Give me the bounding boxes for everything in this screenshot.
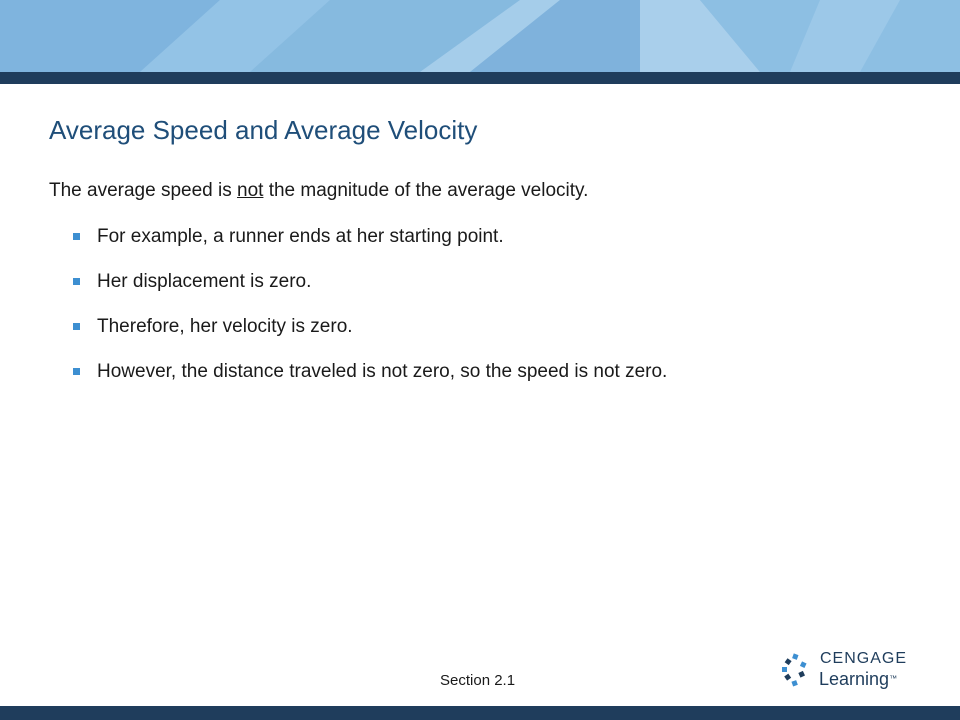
logo-brand-top: CENGAGE <box>820 650 908 667</box>
section-label: Section 2.1 <box>440 672 516 689</box>
header-dark-bar <box>0 72 960 84</box>
square-bullet-icon <box>73 233 80 240</box>
bullet-text: However, the distance traveled is not zero, so the speed is not zero. <box>97 361 668 382</box>
square-bullet-icon <box>73 323 80 330</box>
logo-mark-icon <box>779 648 819 692</box>
footer-dark-bar <box>0 706 960 720</box>
slide-title: Average Speed and Average Velocity <box>49 115 478 145</box>
bullet-text: For example, a runner ends at her starting point. <box>97 226 504 247</box>
cengage-logo <box>779 648 919 692</box>
header-banner <box>0 0 960 72</box>
logo-brand-word: Learning <box>819 669 890 689</box>
banner-graphic <box>0 0 960 72</box>
square-bullet-icon <box>73 278 80 285</box>
lead-emphasis: not <box>237 180 264 201</box>
bullet-text: Her displacement is zero. <box>97 271 312 292</box>
logo-trademark: ™ <box>889 674 898 683</box>
lead-text-start: The average speed is <box>49 180 238 201</box>
lead-text-end: the magnitude of the average velocity. <box>263 180 589 201</box>
lead-statement <box>49 177 588 205</box>
logo-brand-bottom <box>819 669 897 689</box>
bullet-text: Therefore, her velocity is zero. <box>97 316 353 337</box>
square-bullet-icon <box>73 368 80 375</box>
